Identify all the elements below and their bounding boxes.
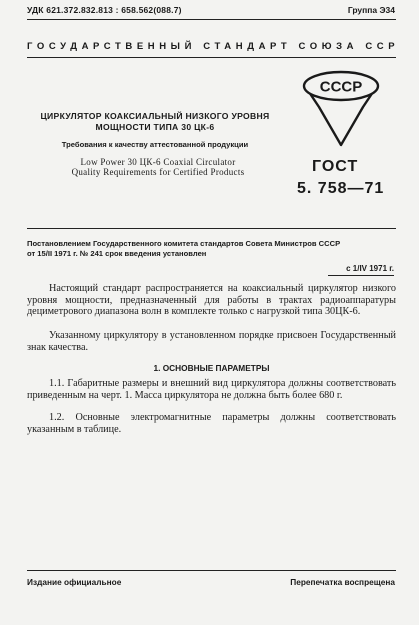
udk-code: УДК 621.372.832.813 : 658.562(088.7) <box>27 5 182 15</box>
english-title-line1: Low Power 30 ЦК-6 Coaxial Circulator <box>80 157 236 167</box>
organization-title: ГОСУДАРСТВЕННЫЙ СТАНДАРТ СОЮЗА ССР <box>27 41 400 52</box>
section-heading: 1. ОСНОВНЫЕ ПАРАМЕТРЫ <box>153 363 270 373</box>
section-rule <box>27 228 396 229</box>
header-rule-bottom <box>27 57 396 58</box>
decree-line2: от 15/II 1971 г. № 241 срок введения установлен <box>27 249 207 258</box>
group-code: Группа Э34 <box>347 5 395 15</box>
footer-official-edition: Издание официальное <box>27 577 122 587</box>
date-underline <box>328 275 394 276</box>
document-title-line1: ЦИРКУЛЯТОР КОАКСИАЛЬНЫЙ НИЗКОГО УРОВНЯ <box>40 111 270 121</box>
document-subtitle: Требования к качеству аттестованной продукции <box>61 140 249 149</box>
effective-date: с 1/IV 1971 г. <box>346 264 394 273</box>
quality-mark-icon <box>297 66 385 148</box>
paragraph-quality-mark: Указанному циркулятору в установленном порядке присвоен Государственный знак качества. <box>27 330 396 353</box>
footer-reprint-prohibited: Перепечатка воспрещена <box>290 577 395 587</box>
english-title-line2: Quality Requirements for Certified Products <box>71 167 245 177</box>
standard-label: ГОСТ <box>312 158 359 175</box>
decree-line1: Постановлением Государственного комитета стандартов Совета Министров СССР <box>27 239 341 248</box>
footer-rule <box>27 570 396 571</box>
standard-number: 5. 758—71 <box>297 180 385 197</box>
header-rule-top <box>27 19 396 20</box>
paragraph-1-2: 1.2. Основные электромагнитные параметры должны соответствовать указанным в таблице. <box>27 412 396 435</box>
paragraph-scope: Настоящий стандарт распространяется на коаксиальный циркулятор низкого уровня мощности, предназначенный для работы в трактах радиоаппаратуры дециметрового диапазона волн в комплекте только с нагрузкой типа 30ЦК-6. <box>27 283 396 318</box>
logo-text: СССР <box>319 78 363 96</box>
paragraph-1-1: 1.1. Габаритные размеры и внешний вид циркулятора должны соответствовать приведенным на черт. 1. Масса циркулятора не должна быть более 680 г. <box>27 378 396 401</box>
document-title-line2: МОЩНОСТИ ТИПА 30 ЦК-6 <box>95 122 215 132</box>
